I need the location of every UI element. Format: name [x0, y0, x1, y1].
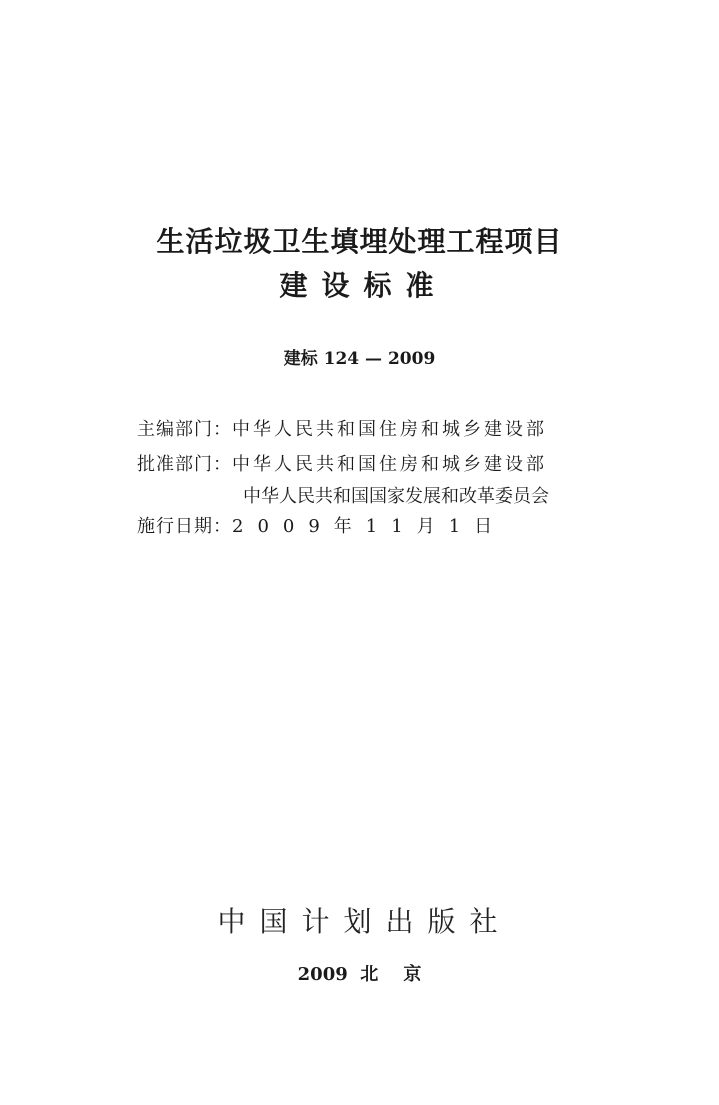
date-value: 2009年11月1日 — [232, 516, 507, 537]
publisher-name: 中国计划出版社 — [217, 905, 512, 938]
date-label: 施行日期： — [137, 516, 232, 537]
approver-label: 批准部门： — [137, 454, 232, 475]
date-row — [137, 512, 506, 538]
editor-label: 主编部门： — [137, 419, 232, 440]
book-title-line-2: 建设标准 — [279, 269, 448, 302]
approver-row — [137, 450, 547, 476]
editor-row — [137, 415, 547, 441]
standard-code: 建标 124 — 2009 — [283, 349, 436, 369]
editor-value: 中华人民共和国住房和城乡建设部 — [232, 419, 547, 440]
book-title-line-1: 生活垃圾卫生填埋处理工程项目 — [156, 225, 563, 258]
approver-value-1: 中华人民共和国住房和城乡建设部 — [232, 454, 547, 475]
publication-year-place: 2009 北 京 — [297, 964, 422, 985]
approver-value-2: 中华人民共和国国家发展和改革委员会 — [243, 486, 549, 507]
